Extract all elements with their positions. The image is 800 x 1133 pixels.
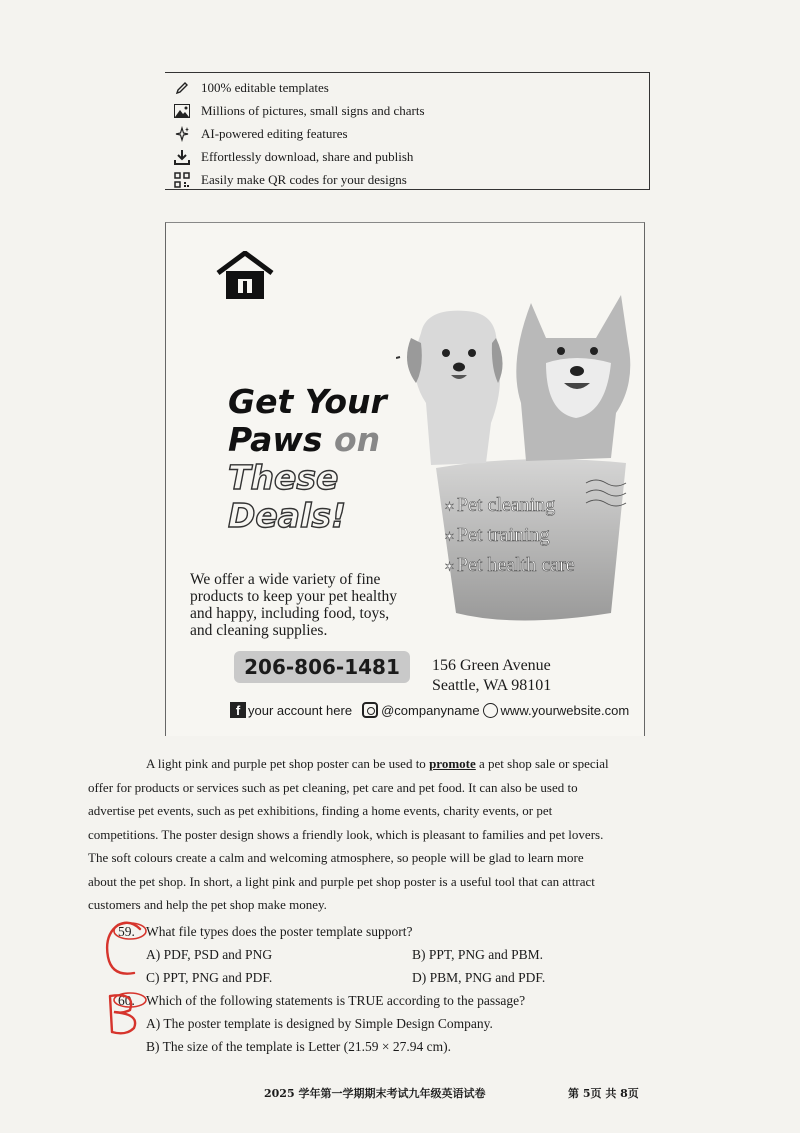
question-59-stem: What file types does the poster template support? xyxy=(146,924,413,939)
exam-title-footer: 2025 学年第一学期期末考试九年级英语试卷 xyxy=(264,1087,486,1100)
house-logo-icon xyxy=(214,251,276,301)
description-line: products to keep your pet healthy xyxy=(190,588,398,605)
globe-icon xyxy=(483,703,498,718)
passage-line: about the pet shop. In short, a light pink and purple pet shop poster is a useful tool that can attract xyxy=(88,873,595,889)
image-icon xyxy=(173,102,191,120)
feature-item xyxy=(173,123,348,145)
shop-address xyxy=(432,656,551,696)
question-59-option-b: B) PPT, PNG and PBM. xyxy=(412,947,544,962)
social-links xyxy=(230,702,629,718)
question-59-option-d: D) PBM, PNG and PDF. xyxy=(412,970,546,985)
feature-text: Millions of pictures, small signs and charts xyxy=(201,103,425,118)
service-item: ✶ Pet training xyxy=(444,521,575,551)
passage-line: advertise pet events, such as pet exhibitions, finding a home events, charity events, or pet xyxy=(88,803,553,818)
question-60-option-b: B) The size of the template is Letter (21.59 × 27.94 cm). xyxy=(146,1039,452,1054)
handwritten-answer-c xyxy=(100,915,148,990)
poster-description xyxy=(190,571,430,639)
facebook-icon: f xyxy=(230,702,246,718)
question-60-number: 60. xyxy=(118,993,135,1008)
phone-number: 206-806-1481 xyxy=(234,651,410,683)
feature-list-box xyxy=(165,72,650,190)
feature-text: Effortlessly download, share and publish xyxy=(201,149,414,164)
headline-line xyxy=(228,421,428,459)
passage-line: competitions. The poster design shows a friendly look, which is pleasant to families and pet lovers. xyxy=(88,826,604,842)
instagram-icon xyxy=(362,702,378,718)
description-line: and cleaning supplies. xyxy=(190,622,328,639)
passage-text: a pet shop sale or special xyxy=(475,756,609,771)
handwritten-answer-b xyxy=(100,988,150,1038)
passage-line xyxy=(118,752,698,776)
passage-line: The soft colours create a calm and welcoming atmosphere, so people will be glad to learn more xyxy=(88,850,584,865)
headline-line: These xyxy=(228,458,339,497)
feature-item xyxy=(173,146,413,168)
service-list xyxy=(444,491,575,581)
passage-text: A light pink and purple pet shop poster can be used to xyxy=(146,756,430,771)
address-line: Seattle, WA 98101 xyxy=(432,677,552,694)
qr-code-icon xyxy=(173,171,191,189)
instagram-handle: @companyname xyxy=(381,702,480,718)
headline-word: Paws xyxy=(228,420,323,459)
description-line: We offer a wide variety of fine xyxy=(190,571,381,588)
passage-line: offer for products or services such as pet cleaning, pet care and pet food. It can also be used to xyxy=(88,779,578,795)
passage-line: customers and help the pet shop make money. xyxy=(88,897,327,912)
passage-keyword: promote xyxy=(429,756,476,771)
page-number: 第 5页 共 8页 xyxy=(568,1087,639,1100)
feature-text: AI-powered editing features xyxy=(201,126,348,141)
sparkle-icon xyxy=(173,125,191,143)
download-icon xyxy=(173,148,191,166)
description-line: and happy, including food, toys, xyxy=(190,605,390,622)
headline-line: Deals! xyxy=(228,496,347,535)
question-60-stem: Which of the following statements is TRUE according to the passage? xyxy=(146,993,526,1008)
question-59-option-c: C) PPT, PNG and PDF. xyxy=(146,970,273,985)
headline-line: Get Your xyxy=(228,382,387,421)
question-59-number: 59. xyxy=(118,924,135,939)
website-url: www.yourwebsite.com xyxy=(500,702,630,718)
reading-passage xyxy=(88,752,698,917)
question-60-option-a: A) The poster template is designed by Simple Design Company. xyxy=(146,1016,493,1031)
headline-word: on xyxy=(333,420,381,459)
facebook-handle: your account here xyxy=(248,702,353,718)
pet-shop-poster xyxy=(165,222,645,736)
service-item: ✶ Pet health care xyxy=(444,551,575,581)
feature-text: Easily make QR codes for your designs xyxy=(201,172,407,187)
feature-item xyxy=(173,77,329,99)
pencil-icon xyxy=(173,79,191,97)
feature-text: 100% editable templates xyxy=(201,80,329,95)
feature-item xyxy=(173,169,407,191)
poster-headline xyxy=(228,383,428,535)
feature-item xyxy=(173,100,425,122)
question-59-option-a: A) PDF, PSD and PNG xyxy=(146,947,273,962)
service-item: ✶ Pet cleaning xyxy=(444,491,575,521)
address-line: 156 Green Avenue xyxy=(432,657,551,674)
